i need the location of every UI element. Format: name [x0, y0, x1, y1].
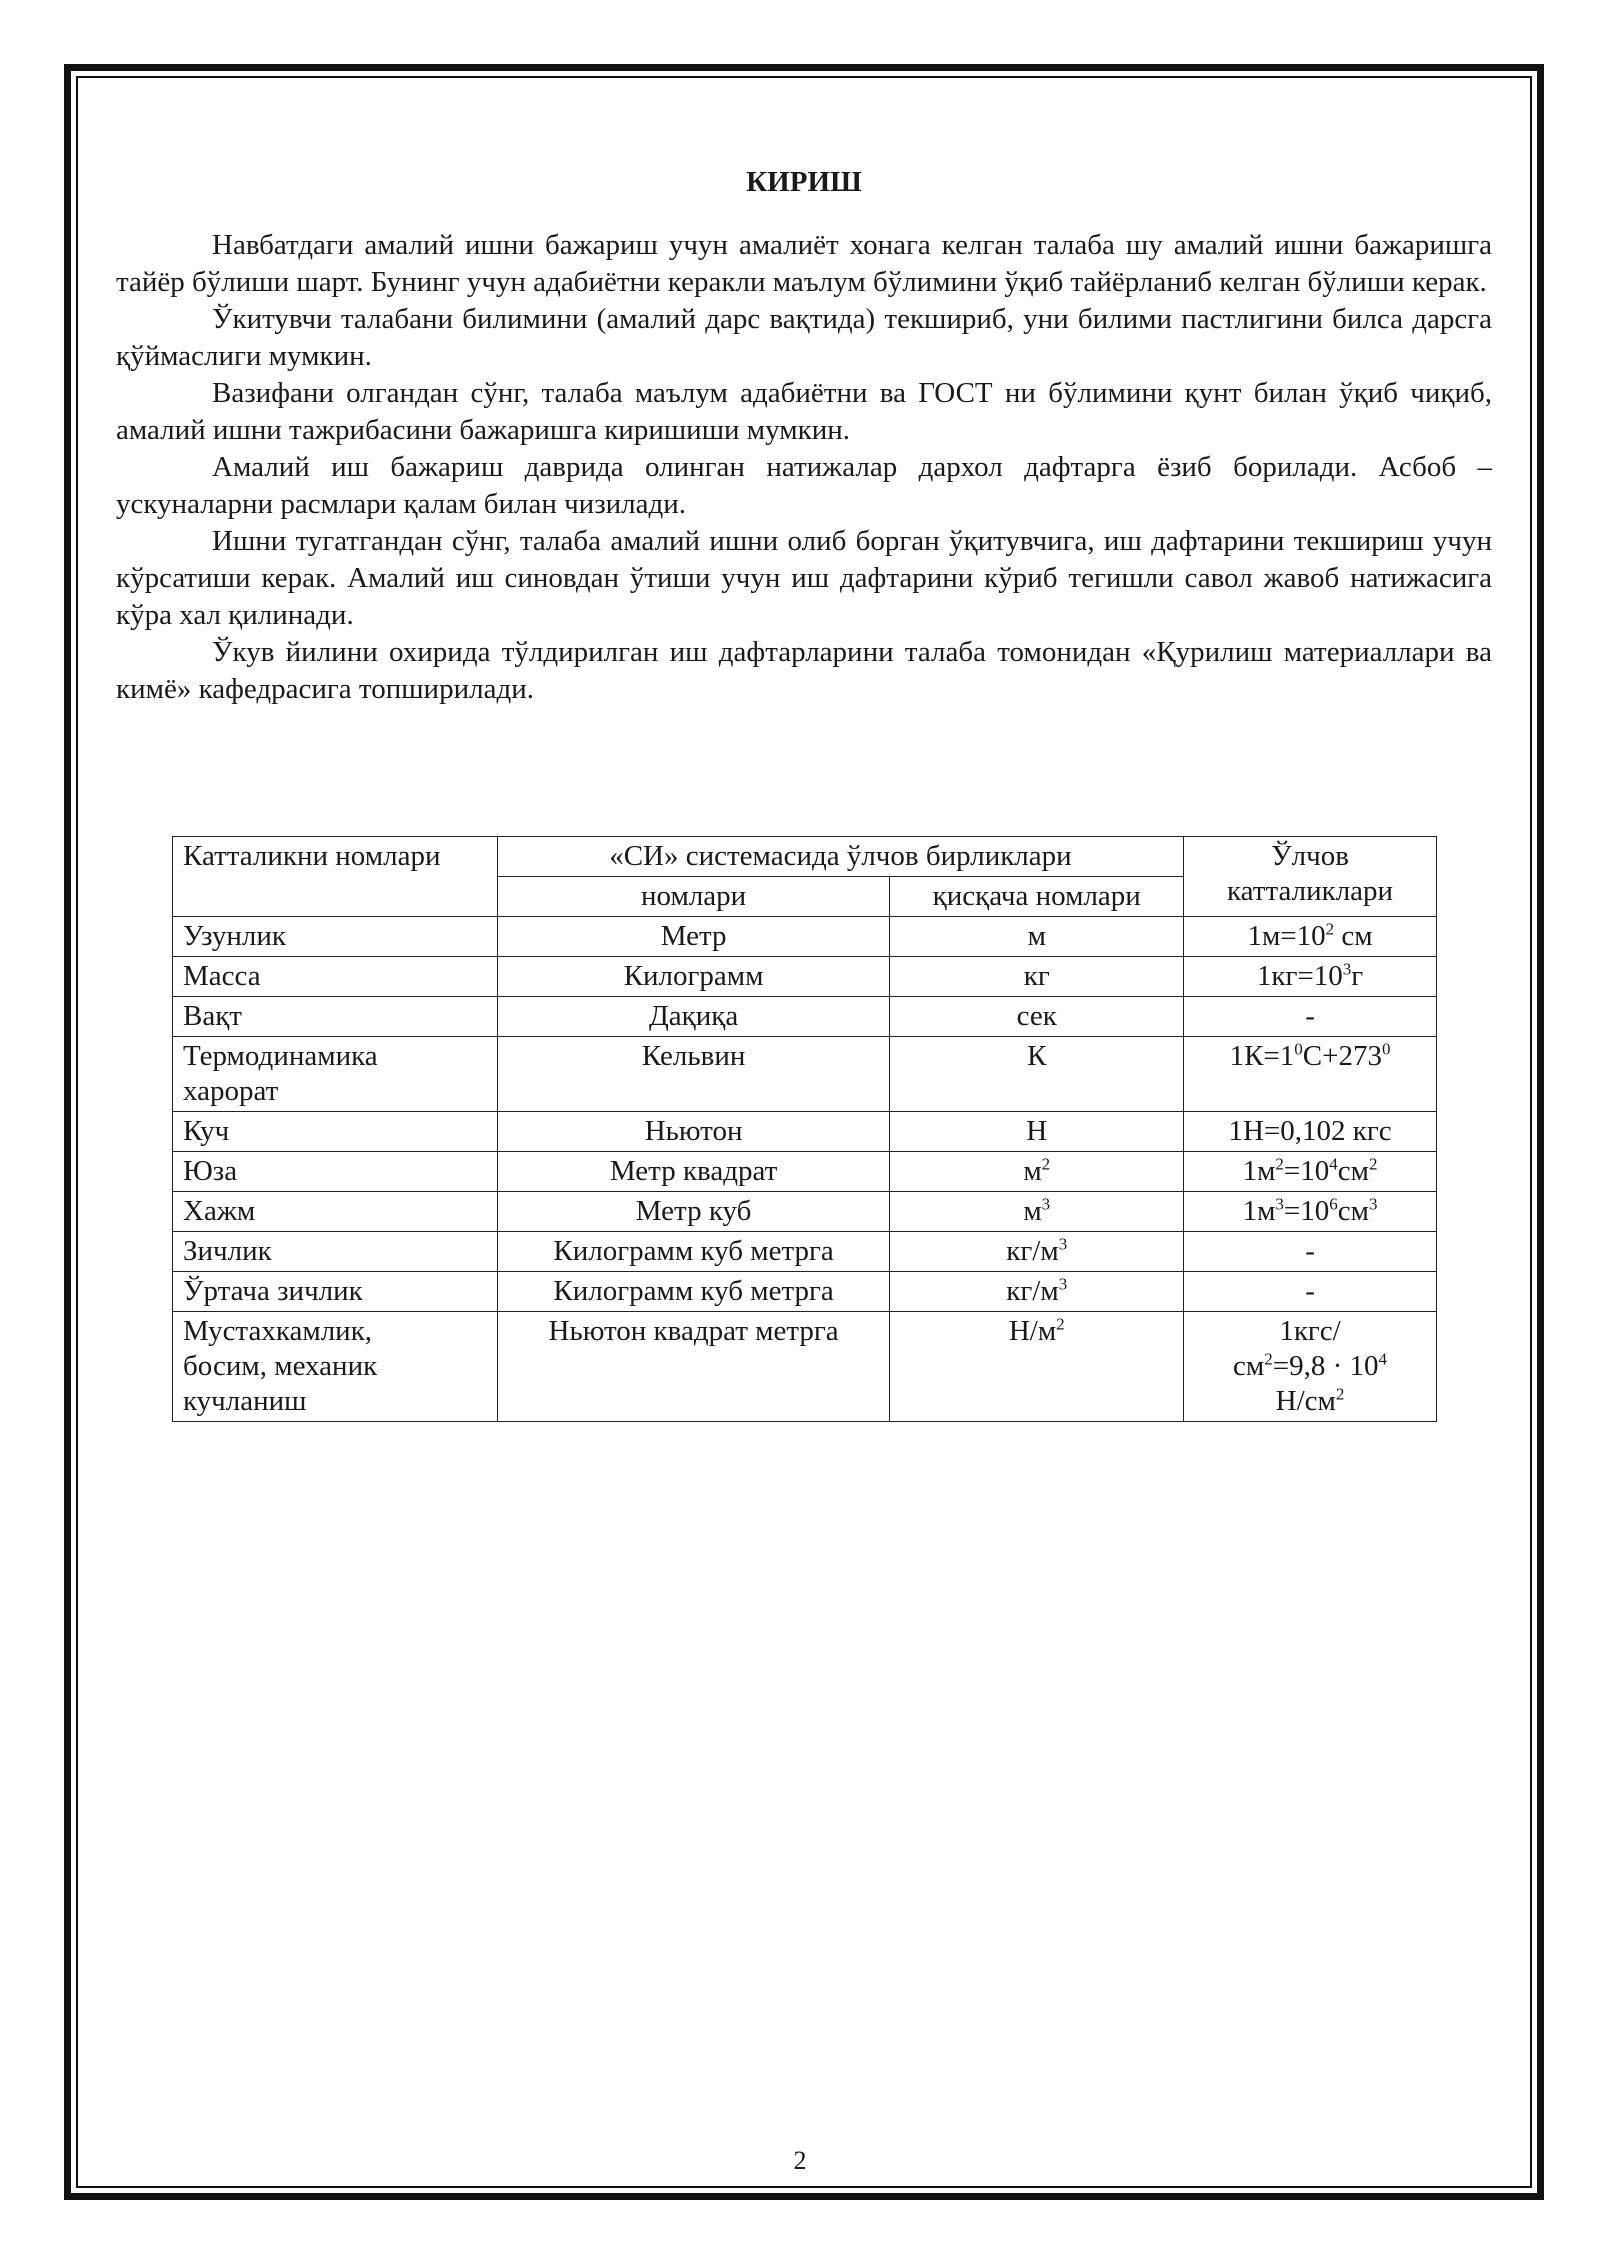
cell-quantity: Мустахкамлик, босим, механик кучланиш	[173, 1312, 498, 1422]
table-row	[173, 1192, 1437, 1232]
paragraph-2: Ўкитувчи талабани билимини (амалий дарс вақтида) текшириб, уни билими пастлигини билса дарсга қўймаслиги мумкин.	[116, 303, 1492, 372]
cell-value: 1кгс/ $см^2=9,8 \cdot 10^4$ $Н/см^2$	[1184, 1312, 1437, 1422]
cell-unit-name: Метр	[497, 917, 890, 957]
si-units-table	[172, 836, 1437, 1422]
cell-unit-short: Н	[890, 1112, 1184, 1152]
cell-quantity: Ўртача зичлик	[173, 1272, 498, 1312]
paragraph-5: Ишни тугатгандан сўнг, талаба амалий ишни олиб борган ўқитувчига, иш дафтарини текшириш учун кўрсатиши керак. Амалий иш синовдан ўтиши учун иш дафтарини кўриб тегишли савол жавоб натижасига кўра хал қилинади.	[116, 525, 1492, 631]
cell-value: $1м^2=10^4см^2$	[1184, 1152, 1437, 1192]
table-row	[173, 1232, 1437, 1272]
cell-unit-name: Килограмм	[497, 957, 890, 997]
header-values: Ўлчов катталиклари	[1184, 837, 1437, 917]
cell-quantity: Юза	[173, 1152, 498, 1192]
cell-value: $1м=10^2$ см	[1184, 917, 1437, 957]
cell-quantity: Хажм	[173, 1192, 498, 1232]
cell-unit-short: $м^2$	[890, 1152, 1184, 1192]
cell-unit-short: $кг/м^3$	[890, 1232, 1184, 1272]
cell-quantity: Термодинамика харорат	[173, 1037, 498, 1112]
cell-value: 1Н=0,102 кгс	[1184, 1112, 1437, 1152]
cell-unit-short: кг	[890, 957, 1184, 997]
cell-unit-name: Килограмм куб метрга	[497, 1232, 890, 1272]
cell-unit-short: $Н/м^2$	[890, 1312, 1184, 1422]
table-body	[173, 917, 1437, 1422]
cell-unit-name: Дақиқа	[497, 997, 890, 1037]
table-row	[173, 957, 1437, 997]
table-header-row	[173, 837, 1437, 877]
cell-unit-short: $кг/м^3$	[890, 1272, 1184, 1312]
table-row	[173, 1112, 1437, 1152]
table-row	[173, 1152, 1437, 1192]
cell-value: $1кг=10^3г$	[1184, 957, 1437, 997]
header-quantity: Катталикни номлари	[173, 837, 498, 917]
cell-value: $1м^3=10^6см^3$	[1184, 1192, 1437, 1232]
table-row	[173, 1312, 1437, 1422]
cell-value: $1К=1^0С+273^0$	[1184, 1037, 1437, 1112]
table-row	[173, 1272, 1437, 1312]
header-short-names: қисқача номлари	[890, 877, 1184, 917]
cell-unit-name: Кельвин	[497, 1037, 890, 1112]
cell-unit-name: Метр куб	[497, 1192, 890, 1232]
cell-unit-short: $м^3$	[890, 1192, 1184, 1232]
cell-quantity: Зичлик	[173, 1232, 498, 1272]
header-names: номлари	[497, 877, 890, 917]
document-body	[116, 166, 1492, 708]
cell-quantity: Вақт	[173, 997, 498, 1037]
cell-unit-short: сек	[890, 997, 1184, 1037]
table-row	[173, 1037, 1437, 1112]
cell-unit-name: Ньютон квадрат метрга	[497, 1312, 890, 1422]
table-row	[173, 917, 1437, 957]
cell-unit-name: Ньютон	[497, 1112, 890, 1152]
cell-value: -	[1184, 1232, 1437, 1272]
paragraph-1: Навбатдаги амалий ишни бажариш учун амалиёт хонага келган талаба шу амалий ишни бажаришга тайёр бўлиши шарт. Бунинг учун адабиётни керакли маълум бўлимини ўқиб тайёрланиб келган бўлиши керак.	[116, 229, 1492, 298]
table-row	[173, 997, 1437, 1037]
cell-value: -	[1184, 997, 1437, 1037]
paragraph-4: Амалий иш бажариш даврида олинган натижалар дархол дафтарга ёзиб борилади. Асбоб – ускуналарни расмлари қалам билан чизилади.	[116, 451, 1492, 520]
cell-quantity: Куч	[173, 1112, 498, 1152]
cell-unit-name: Метр квадрат	[497, 1152, 890, 1192]
paragraph-6: Ўкув йилини охирида тўлдирилган иш дафтарларини талаба томонидан «Қурилиш материаллари ва кимё» кафедрасига топширилади.	[116, 636, 1492, 705]
header-si-units: «СИ» системасида ўлчов бирликлари	[497, 837, 1183, 877]
cell-quantity: Масса	[173, 957, 498, 997]
cell-value: -	[1184, 1272, 1437, 1312]
cell-quantity: Узунлик	[173, 917, 498, 957]
cell-unit-short: м	[890, 917, 1184, 957]
section-title: КИРИШ	[746, 166, 862, 198]
paragraph-3: Вазифани олгандан сўнг, талаба маълум адабиётни ва ГОСТ ни бўлимини қунт билан ўқиб чиқиб, амалий ишни тажрибасини бажаришга киришиши мумкин.	[116, 377, 1492, 446]
cell-unit-name: Килограмм куб метрга	[497, 1272, 890, 1312]
cell-unit-short: К	[890, 1037, 1184, 1112]
page-number: 2	[793, 2146, 807, 2175]
